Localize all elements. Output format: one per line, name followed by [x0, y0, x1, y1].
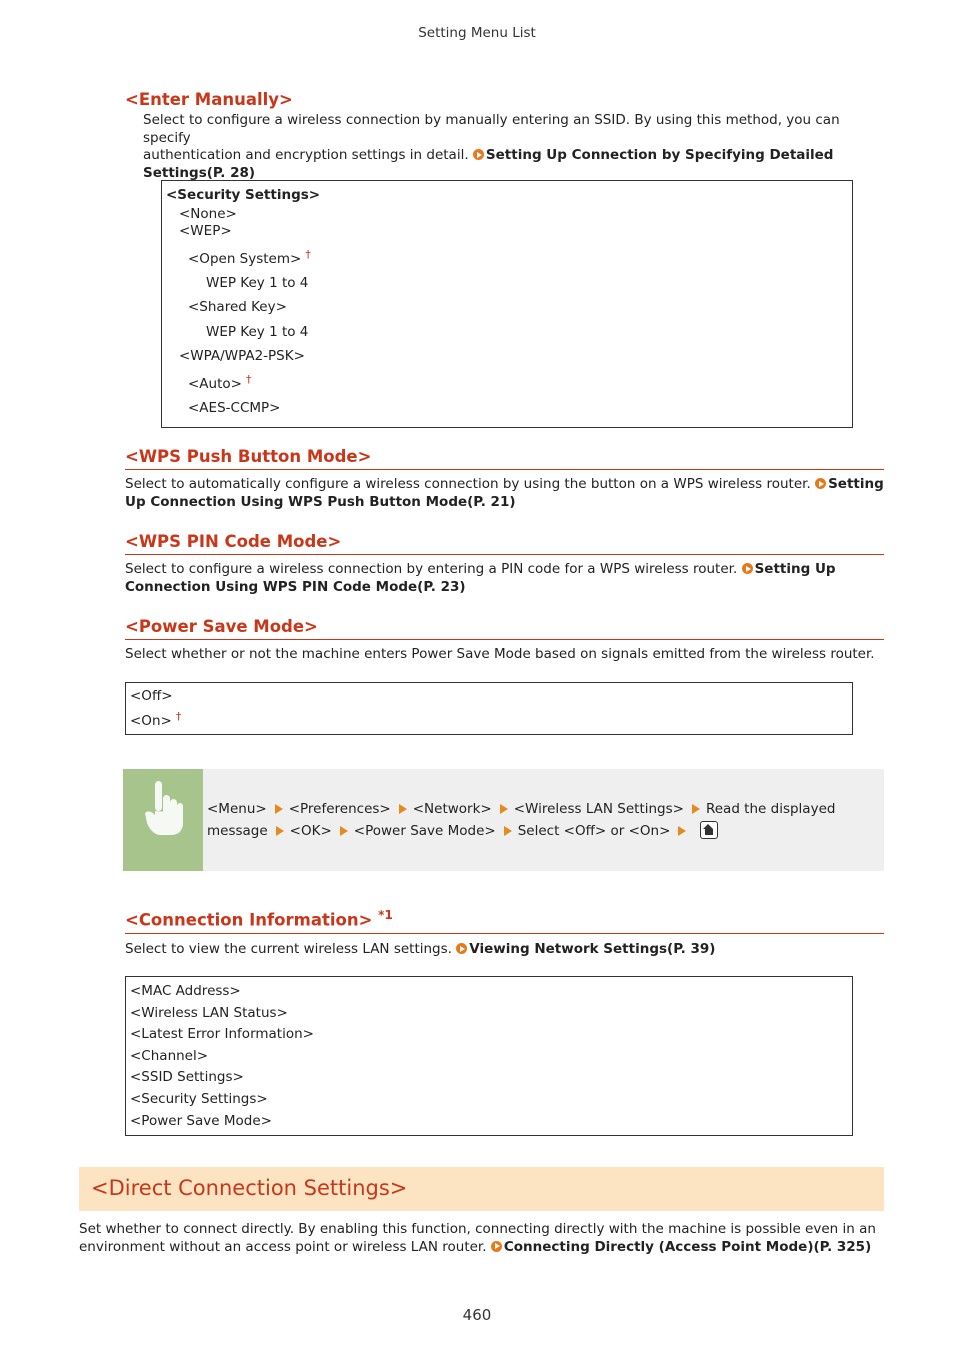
default-mark: † [245, 373, 252, 386]
item-security-settings: <Security Settings> [130, 1091, 268, 1107]
wps-push-link[interactable]: Setting [828, 476, 884, 492]
direct-connection-title: <Direct Connection Settings> [91, 1176, 408, 1200]
direct-connection-description [79, 1221, 884, 1256]
enter-manually-line2: authentication and encryption settings in detail. [143, 147, 473, 163]
option-open-system [188, 248, 311, 267]
detailed-settings-link[interactable]: Setting Up Connection by Specifying Detailed [485, 147, 834, 163]
arrow-right-icon [678, 826, 686, 836]
arrow-right-icon [276, 826, 284, 836]
security-settings-title: <Security Settings> [166, 187, 321, 203]
wps-pin-link[interactable]: Setting Up [754, 561, 836, 577]
connection-info-items-box [125, 976, 853, 1136]
enter-manually-line1: Select to configure a wireless connection by manually entering an SSID. By using this method, you can specify [143, 112, 840, 146]
step-wireless-lan: <Wireless LAN Settings> [513, 801, 684, 817]
step-read-displayed: Read the displayed [705, 801, 836, 817]
page-number: 460 [462, 1306, 492, 1324]
operation-hand-panel [123, 769, 203, 871]
direct-connection-line2: environment without an access point or wireless LAN router. [79, 1238, 491, 1255]
arrow-right-icon [399, 804, 407, 814]
default-mark: † [175, 710, 182, 723]
viewing-network-settings-link[interactable]: Viewing Network Settings(P. 39) [469, 941, 716, 957]
default-mark: † [305, 248, 311, 261]
link-arrow-icon [742, 563, 753, 574]
item-channel: <Channel> [130, 1048, 209, 1064]
step-power-save-mode: <Power Save Mode> [353, 823, 496, 839]
option-shared-key: <Shared Key> [188, 299, 287, 315]
item-wireless-lan-status: <Wireless LAN Status> [130, 1005, 288, 1021]
item-ssid-settings: <SSID Settings> [130, 1069, 244, 1085]
arrow-right-icon [275, 804, 283, 814]
option-on [130, 710, 181, 729]
auto-label: <Auto> [188, 376, 242, 392]
step-network: <Network> [412, 801, 492, 817]
connection-info-desc-text: Select to view the current wireless LAN settings. [125, 941, 457, 957]
item-latest-error: <Latest Error Information> [130, 1026, 314, 1042]
on-label: <On> [130, 713, 172, 729]
wps-push-heading: <WPS Push Button Mode> [125, 447, 884, 470]
link-arrow-icon [456, 943, 467, 954]
operation-steps-box [123, 769, 884, 871]
power-save-description: Select whether or not the machine enters Power Save Mode based on signals emitted from the wireless router. [125, 646, 875, 662]
arrow-right-icon [692, 804, 700, 814]
link-arrow-icon [491, 1241, 502, 1252]
footnote-mark: *1 [378, 908, 393, 922]
home-icon [700, 821, 718, 839]
power-save-options-box [125, 682, 853, 735]
hand-pointer-icon [123, 769, 203, 871]
direct-connection-line1: Set whether to connect directly. By enabling this function, connecting directly with the machine is possible even in an [79, 1221, 876, 1237]
power-save-heading: <Power Save Mode> [125, 617, 884, 640]
connection-info-heading [125, 908, 884, 934]
wps-push-description [125, 476, 884, 511]
arrow-right-icon [340, 826, 348, 836]
wps-pin-heading: <WPS PIN Code Mode> [125, 532, 884, 555]
connection-info-heading-text: <Connection Information> [125, 910, 373, 930]
direct-connection-band [79, 1167, 884, 1211]
wps-push-link-cont[interactable]: Up Connection Using WPS Push Button Mode(P. 21) [125, 493, 516, 510]
link-arrow-icon [815, 478, 826, 489]
option-wpa: <WPA/WPA2-PSK> [179, 348, 305, 364]
option-wep: <WEP> [179, 223, 232, 239]
enter-manually-heading: <Enter Manually> [125, 90, 293, 109]
operation-steps [207, 798, 877, 842]
access-point-mode-link[interactable]: Connecting Directly (Access Point Mode)(P. 325) [503, 1238, 872, 1255]
step-read-message: message [207, 823, 268, 839]
link-arrow-icon [473, 149, 484, 160]
detailed-settings-link-cont[interactable]: Settings(P. 28) [143, 164, 256, 181]
connection-info-description [125, 941, 884, 959]
step-ok: <OK> [289, 823, 332, 839]
running-header: Setting Menu List [418, 25, 536, 41]
option-none: <None> [179, 206, 237, 222]
option-off: <Off> [130, 688, 173, 704]
wps-pin-description [125, 561, 884, 596]
wps-pin-link-cont[interactable]: Connection Using WPS PIN Code Mode(P. 23) [125, 578, 466, 595]
item-power-save-mode: <Power Save Mode> [130, 1113, 272, 1129]
wps-push-line1: Select to automatically configure a wireless connection by using the button on a WPS wireless router. [125, 476, 816, 492]
step-select: Select <Off> or <On> [517, 823, 671, 839]
arrow-right-icon [500, 804, 508, 814]
option-wep-key-shared: WEP Key 1 to 4 [206, 324, 309, 340]
step-menu: <Menu> [207, 801, 267, 817]
arrow-right-icon [504, 826, 512, 836]
option-auto [188, 373, 251, 392]
open-system-label: <Open System> [188, 251, 302, 267]
step-preferences: <Preferences> [288, 801, 391, 817]
option-aes: <AES-CCMP> [188, 400, 281, 416]
security-settings-box [161, 180, 853, 428]
enter-manually-description [143, 112, 888, 182]
option-wep-key-open: WEP Key 1 to 4 [206, 275, 309, 291]
wps-pin-line1: Select to configure a wireless connection by entering a PIN code for a WPS wireless router. [125, 561, 742, 577]
item-mac-address: <MAC Address> [130, 983, 241, 999]
